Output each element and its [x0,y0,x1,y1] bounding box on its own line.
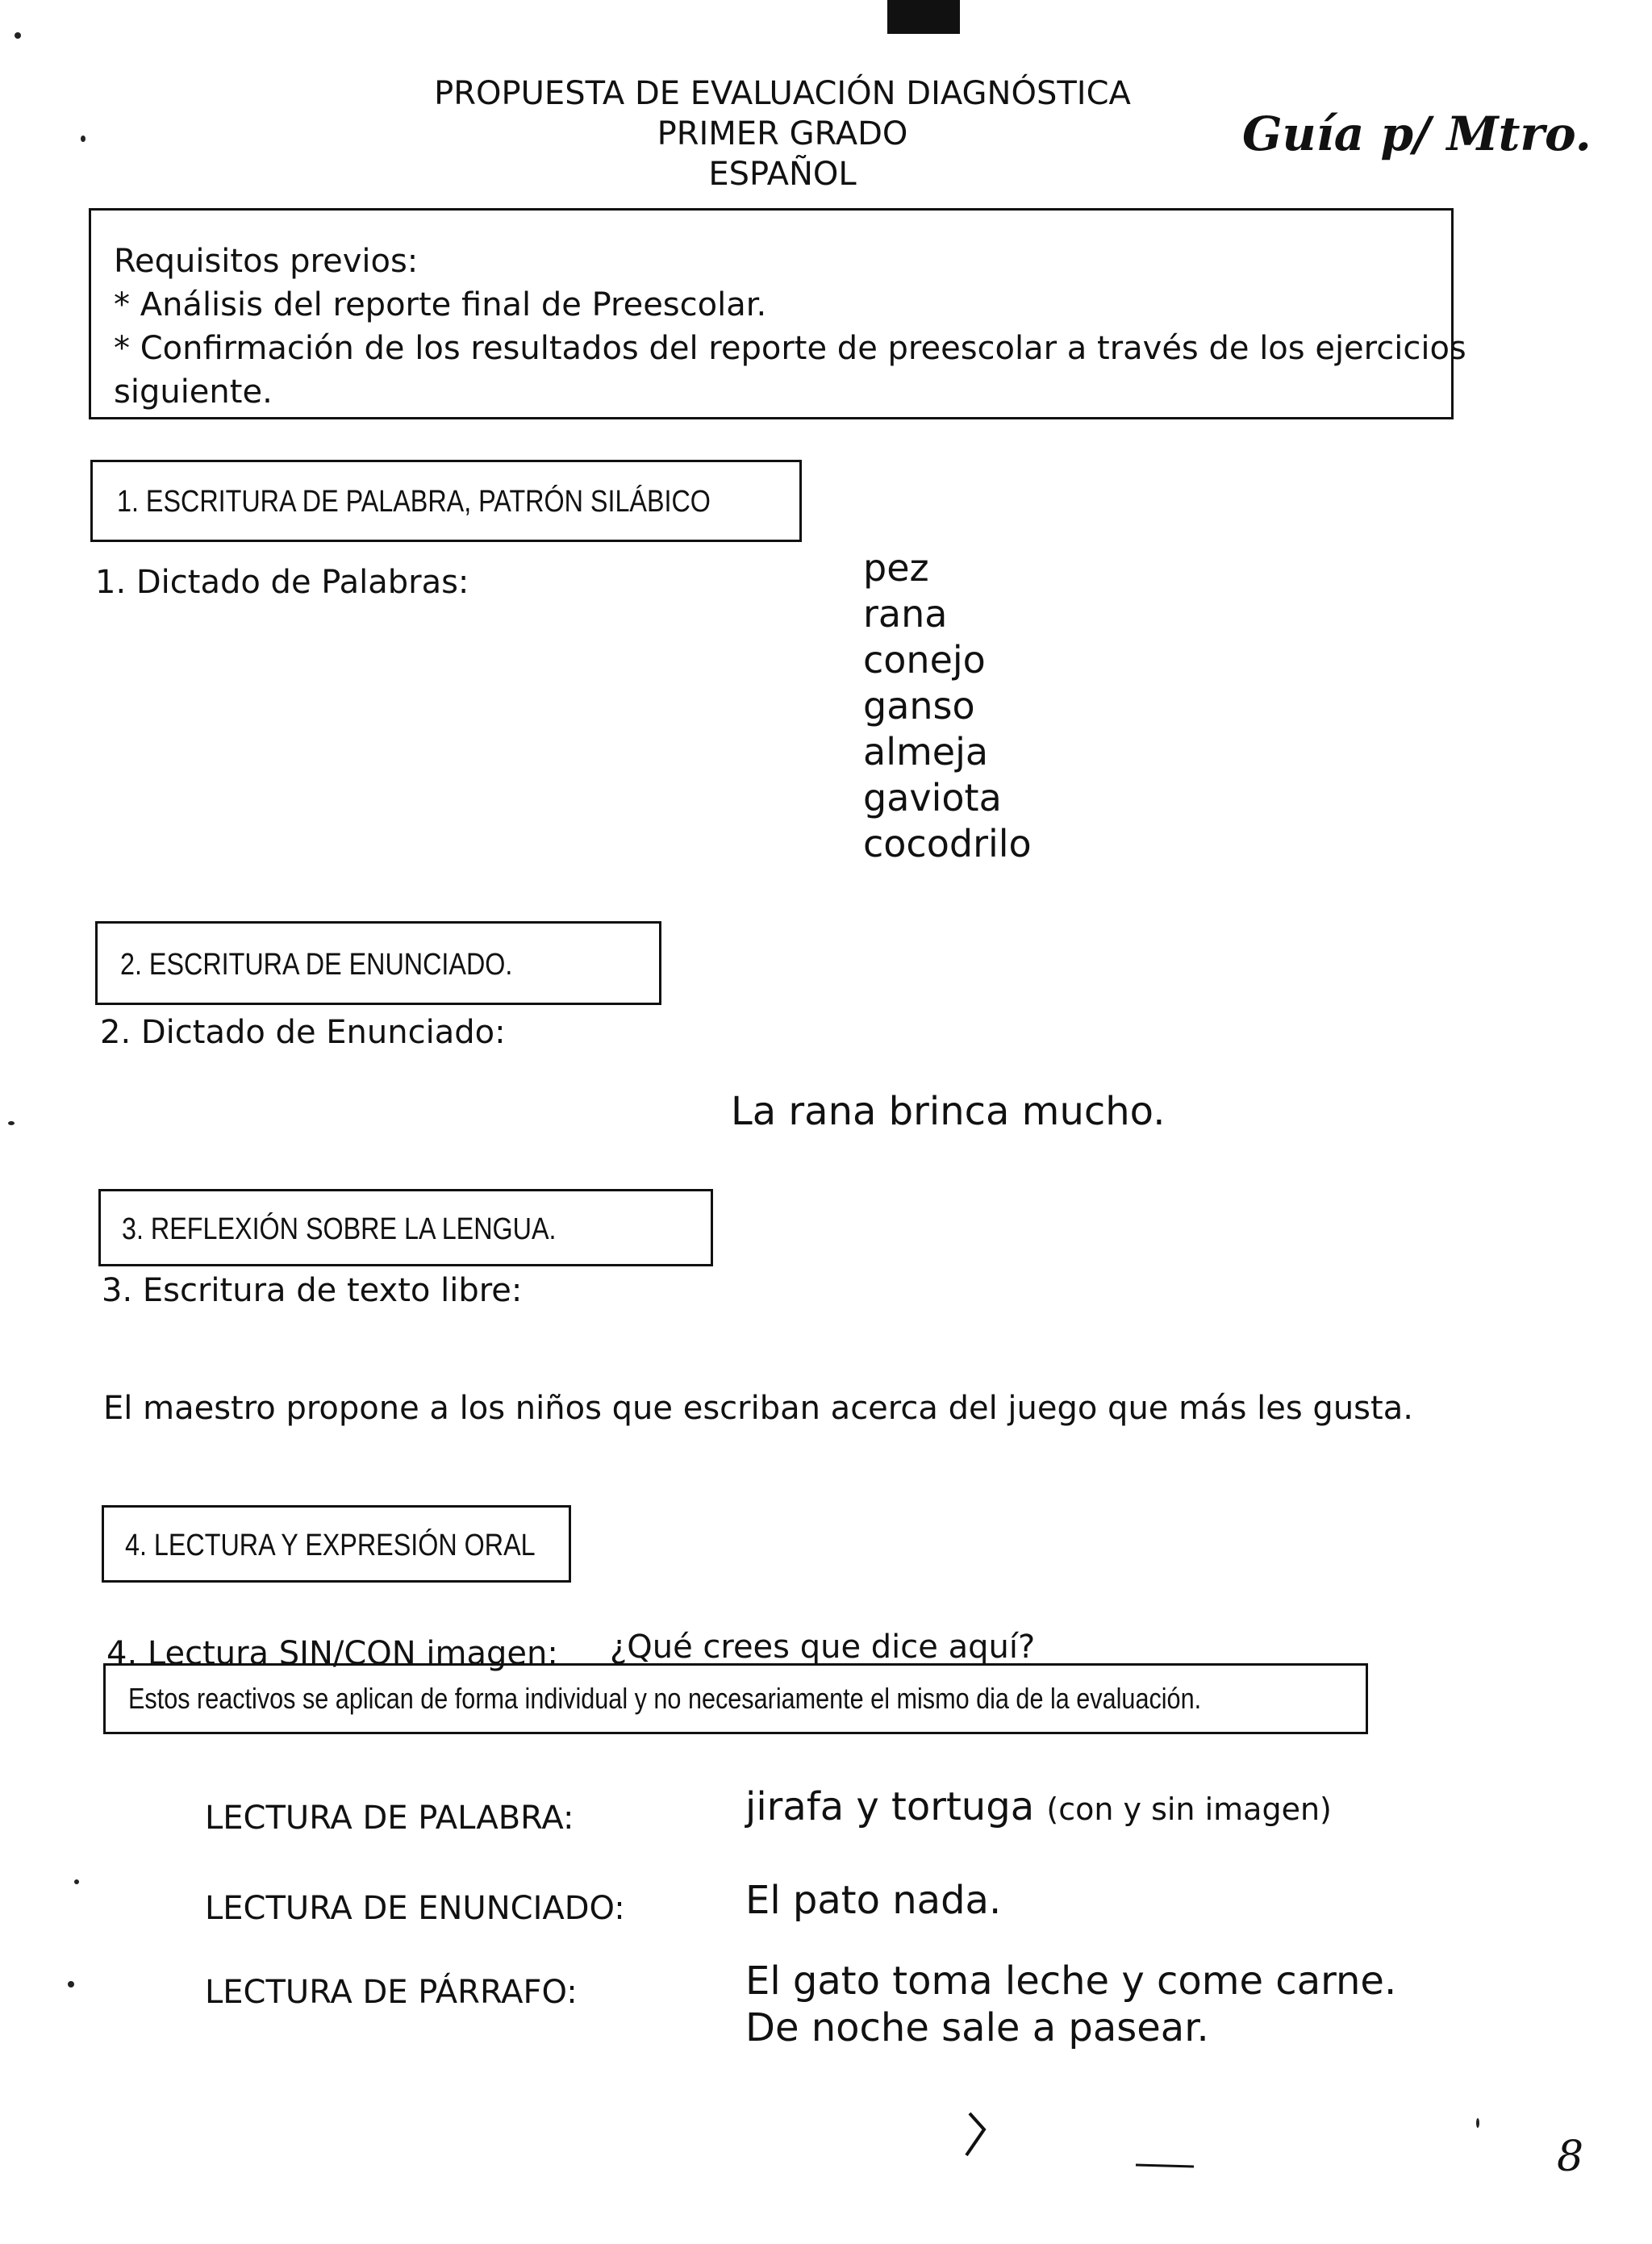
section-3-box-label: 3. REFLEXIÓN SOBRE LA LENGUA. [122,1212,557,1246]
reading-word-line [745,1784,1332,1832]
title-line-2: PRIMER GRADO [657,115,908,152]
dictation-word: ganso [863,684,975,728]
scan-speck [15,32,21,39]
title-line-1: PROPUESTA DE EVALUACIÓN DIAGNÓSTICA [434,75,1131,112]
dictation-word: cocodrilo [863,822,1032,865]
scan-marks [952,2105,1274,2186]
section-4-note: Estos reactivos se aplican de forma individual y no necesariamente el mismo dia de la evaluación. [128,1682,1202,1715]
section-2-prompt: 2. Dictado de Enunciado: [100,1014,506,1051]
reading-word-note: (con y sin imagen) [1046,1791,1332,1827]
scan-speck [74,1879,79,1884]
scan-speck [68,1981,74,1987]
dictation-sentence: La rana brinca mucho. [731,1089,1166,1134]
scan-speck [1476,2118,1479,2128]
section-4-box-label: 4. LECTURA Y EXPRESIÓN ORAL [125,1529,536,1562]
reading-word-label: LECTURA DE PALABRA: [205,1800,574,1837]
section-3-instruction: El maestro propone a los niños que escriban acerca del juego que más les gusta. [103,1390,1413,1427]
dictation-word-list [863,545,1032,867]
dictation-word: almeja [863,730,989,774]
reading-sentence-value: El pato nada. [745,1878,1002,1923]
scan-stroke-mark [1136,2165,1194,2167]
requirements-heading: Requisitos previos: [114,243,419,280]
top-black-mark [887,0,960,34]
section-1-prompt: 1. Dictado de Palabras: [95,564,469,601]
reading-paragraph-line-2: De noche sale a pasear. [745,2005,1209,2050]
section-3-prompt: 3. Escritura de texto libre: [102,1272,523,1309]
section-2-box-label: 2. ESCRITURA DE ENUNCIADO. [120,948,513,982]
requirements-item-1: * Análisis del reporte final de Preescolar. [114,286,767,323]
section-2-box [95,921,661,1005]
scan-speck [81,136,86,142]
reading-sentence-label: LECTURA DE ENUNCIADO: [205,1890,625,1927]
requirements-box [89,208,1466,419]
section-1-box [90,460,802,542]
section-4-box [102,1505,571,1583]
dictation-word: conejo [863,638,986,682]
reading-paragraph-label: LECTURA DE PÁRRAFO: [205,1974,578,2011]
scan-speck [8,1121,15,1125]
section-3-box [98,1189,713,1266]
dictation-word: pez [863,546,929,590]
requirements-item-2-line-1: * Confirmación de los resultados del reporte de preescolar a través de los ejercicios [114,330,1466,367]
title-line-3: ESPAÑOL [708,156,857,193]
section-1-box-label: 1. ESCRITURA DE PALABRA, PATRÓN SILÁBICO [117,485,711,519]
handwritten-note: Guía p/ Mtro. [1242,106,1592,161]
section-4-prompt: 4. Lectura SIN/CON imagen: [106,1635,558,1672]
requirements-item-2-line-2: siguiente. [114,373,273,411]
reading-word-value: jirafa y tortuga [745,1784,1035,1829]
page-number: 8 [1557,2133,1584,2181]
scan-stroke-mark [966,2113,984,2155]
dictation-word: gaviota [863,776,1002,820]
section-4-question: ¿Qué crees que dice aquí? [610,1629,1036,1666]
section-4-note-box [103,1663,1368,1734]
dictation-word: rana [863,592,948,636]
reading-paragraph-line-1: El gato toma leche y come carne. [745,1958,1397,2004]
